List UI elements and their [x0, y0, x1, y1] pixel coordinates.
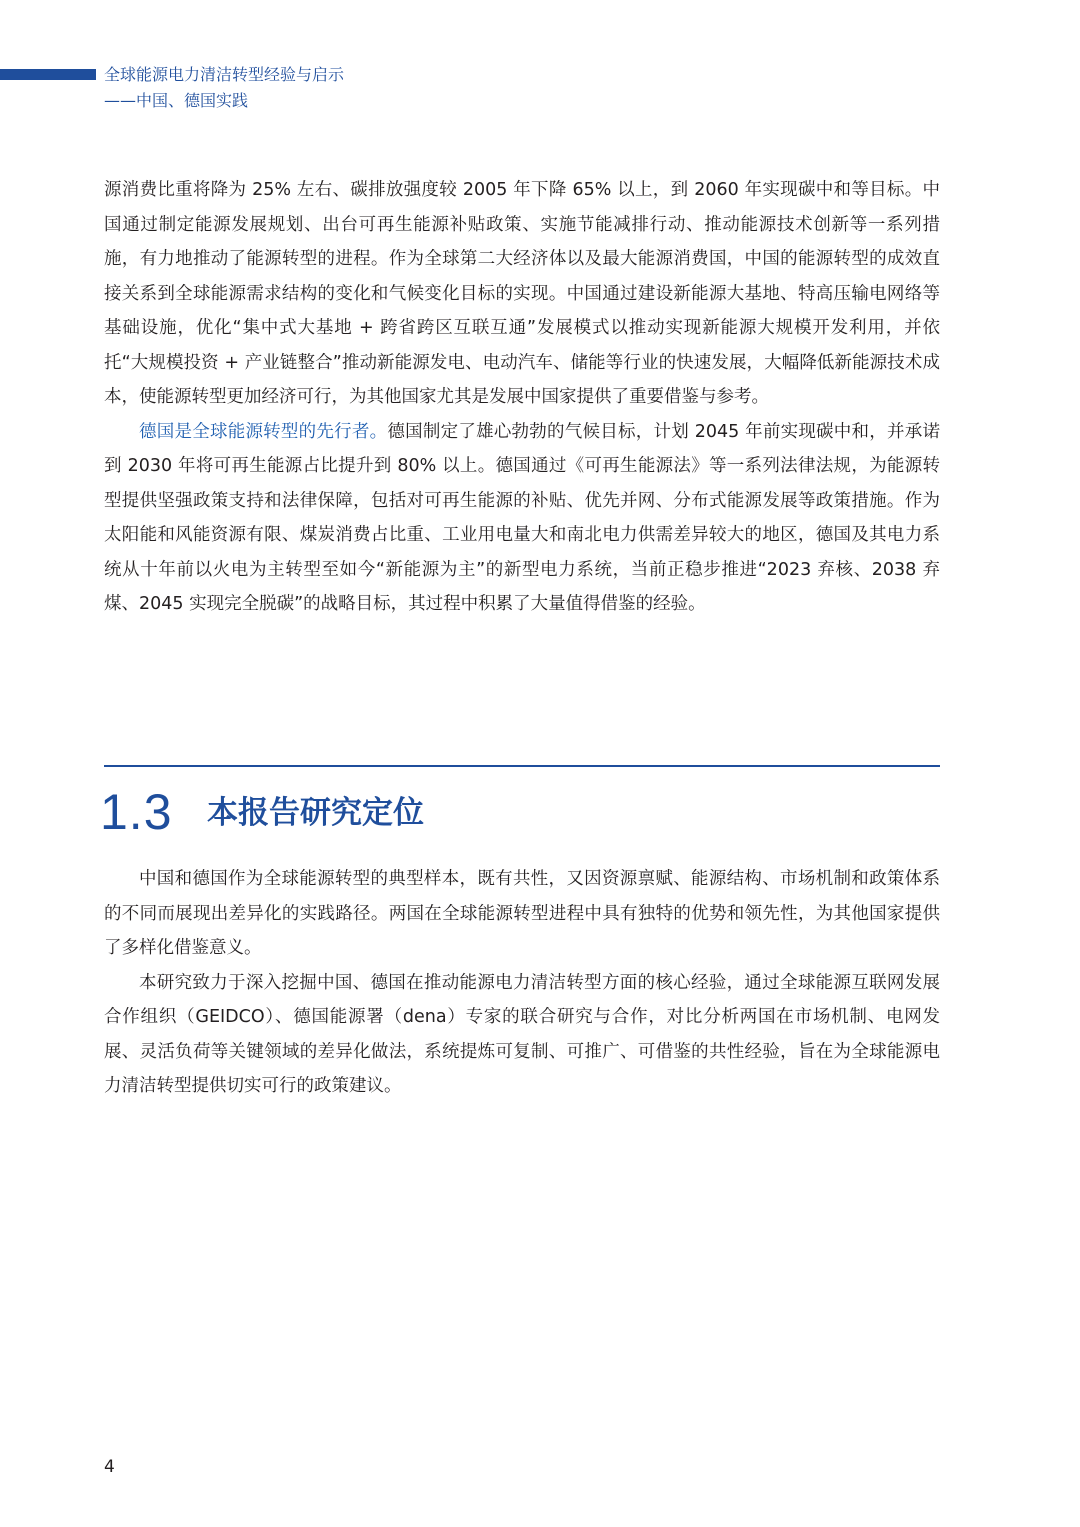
body-text-block-1 [104, 173, 940, 622]
paragraph-germany-text: 德国制定了雄心勃勃的气候目标，计划 2045 年前实现碳中和，并承诺到 2030 年将可再生能源占比提升到 80% 以上。德国通过《可再生能源法》等一系列法律法规，为能源转型提供坚强政策支持和法律保障，包括对可再生能源的补贴、优先并网、分布式能源发展等政策措施。作为太阳能和风能资源有限、煤炭消费占比重、工业用电量大和南北电力供需差异较大的地区，德国及其电力系统从十年前以火电为主转型至如今“新能源为主”的新型电力系统，当前正稳步推进“2023 弃核、2038 弃煤、2045 实现完全脱碳”的战略目标，其过程中积累了大量值得借鉴的经验。 [104, 421, 940, 614]
paragraph-germany-pioneer [104, 415, 940, 622]
paragraph-typical-samples: 中国和德国作为全球能源转型的典型样本，既有共性，又因资源禀赋、能源结构、市场机制和政策体系的不同而展现出差异化的实践路径。两国在全球能源转型进程中具有独特的优势和领先性，为其他国家提供了多样化借鉴意义。 [104, 869, 940, 958]
paragraph-research-aim: 本研究致力于深入挖掘中国、德国在推动能源电力清洁转型方面的核心经验，通过全球能源互联网发展合作组织（GEIDCO）、德国能源署（dena）专家的联合研究与合作，对比分析两国在市场机制、电网发展、灵活负荷等关键领域的差异化做法，系统提炼可复制、可推广、可借鉴的共性经验，旨在为全球能源电力清洁转型提供切实可行的政策建议。 [104, 972, 940, 1096]
running-header-title: 全球能源电力清洁转型经验与启示 [104, 65, 345, 84]
section-divider [104, 765, 940, 767]
section-title: 本报告研究定位 [207, 795, 424, 831]
header-accent-bar [0, 69, 96, 80]
highlight-lead-sentence: 德国是全球能源转型的先行者。 [139, 421, 388, 442]
running-header-subtitle: ——中国、德国实践 [104, 91, 249, 110]
page-number: 4 [104, 1457, 115, 1477]
body-text-block-2 [104, 862, 940, 1104]
paragraph-china-transition: 源消费比重将降为 25% 左右、碳排放强度较 2005 年下降 65% 以上，到 2060 年实现碳中和等目标。中国通过制定能源发展规划、出台可再生能源补贴政策、实施节能减排行动、推动能源技术创新等一系列措施，有力地推动了能源转型的进程。作为全球第二大经济体以及最大能源消费国，中国的能源转型的成效直接关系到全球能源需求结构的变化和气候变化目标的实现。中国通过建设新能源大基地、特高压输电网络等基础设施，优化“集中式大基地 + 跨省跨区互联互通”发展模式以推动实现新能源大规模开发利用，并依托“大规模投资 + 产业链整合”推动新能源发电、电动汽车、储能等行业的快速发展，大幅降低新能源技术成本，使能源转型更加经济可行，为其他国家尤其是发展中国家提供了重要借鉴与参考。 [104, 180, 940, 407]
section-number: 1.3 [100, 784, 173, 840]
